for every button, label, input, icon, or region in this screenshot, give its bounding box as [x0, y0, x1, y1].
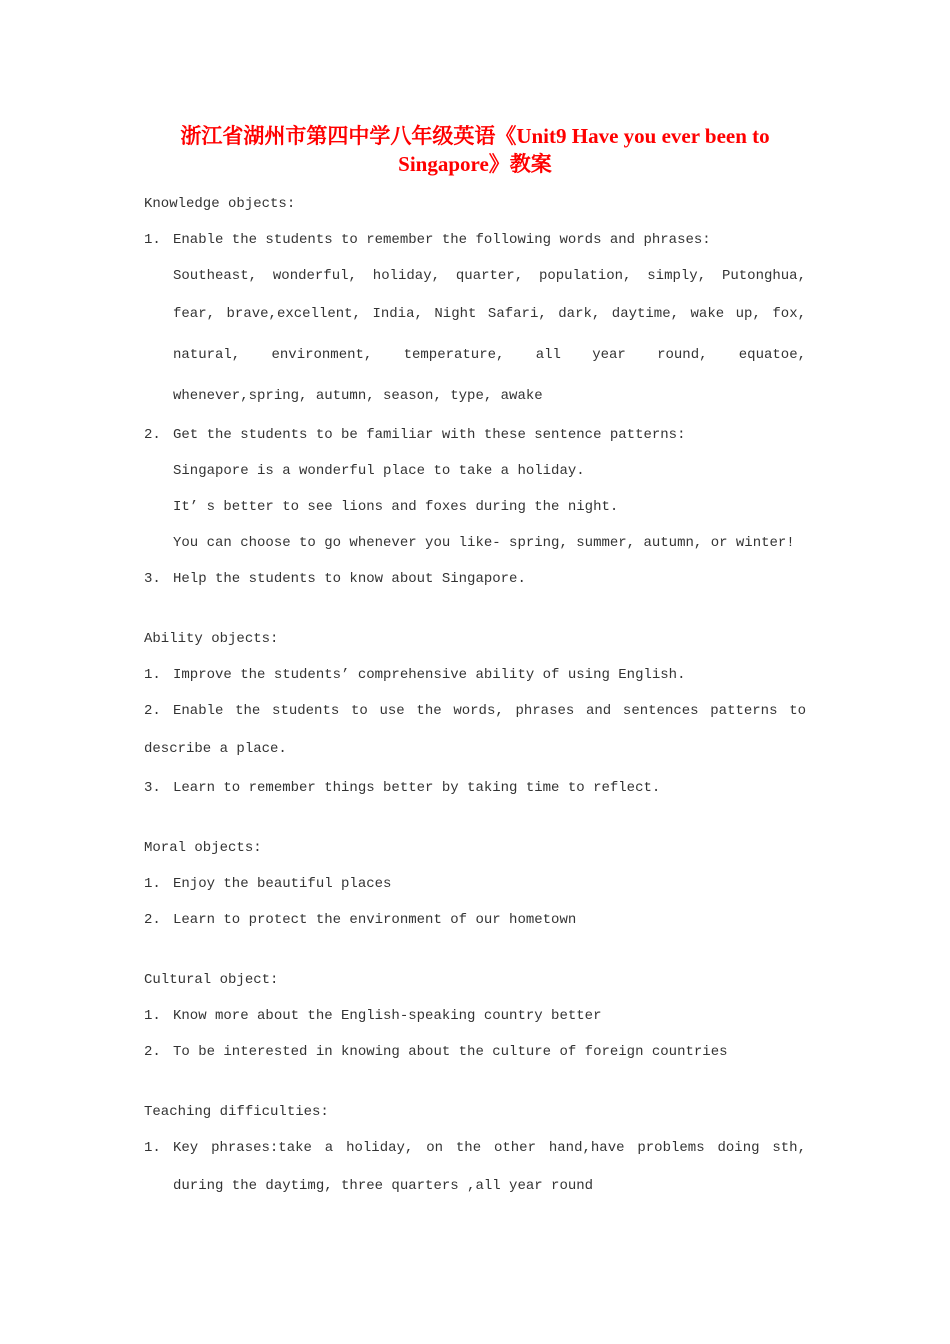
- list-number: 1.: [144, 667, 161, 683]
- text-line: [144, 621, 806, 657]
- list-number: 1.: [144, 1008, 161, 1024]
- text-line: [144, 186, 806, 222]
- line-text: Help the students to know about Singapore.: [173, 571, 526, 587]
- text-line: [144, 1094, 806, 1130]
- text-line: [144, 830, 806, 866]
- list-item-line: [144, 770, 806, 806]
- line-text: You can choose to go whenever you like- spring, summer, autumn, or winter!: [173, 535, 795, 551]
- line-text: Enable the students to use the words, phrases and sentences patterns to: [173, 703, 806, 719]
- line-text: Teaching difficulties:: [144, 1104, 329, 1120]
- list-item-line: [144, 1034, 806, 1070]
- text-line: [144, 729, 806, 770]
- line-text: It’ s better to see lions and foxes during the night.: [173, 499, 619, 515]
- line-text: describe a place.: [144, 741, 287, 757]
- list-item-line: [144, 693, 806, 729]
- list-item-line: [144, 657, 806, 693]
- list-number: 3.: [144, 780, 161, 796]
- list-number: 2.: [144, 427, 161, 443]
- line-text: Knowledge objects:: [144, 196, 296, 212]
- text-line: [144, 453, 806, 489]
- list-number: 1.: [144, 876, 161, 892]
- line-text: Ability objects:: [144, 631, 279, 647]
- line-text: Improve the students’ comprehensive ability of using English.: [173, 667, 686, 683]
- list-number: 2.: [144, 703, 161, 719]
- line-text: To be interested in knowing about the culture of foreign countries: [173, 1044, 728, 1060]
- line-text: Singapore is a wonderful place to take a holiday.: [173, 463, 585, 479]
- document-title: 浙江省湖州市第四中学八年级英语《Unit9 Have you ever been to Singapore》教案: [180, 124, 770, 176]
- list-number: 1.: [144, 232, 161, 248]
- list-item-line: [144, 866, 806, 902]
- list-number: 2.: [144, 912, 161, 928]
- list-item-line: [144, 561, 806, 597]
- text-line: [144, 489, 806, 525]
- line-text: Enable the students to remember the following words and phrases:: [173, 232, 711, 248]
- text-line: [144, 258, 806, 294]
- list-number: 2.: [144, 1044, 161, 1060]
- document-body: [144, 186, 806, 1207]
- line-text: Moral objects:: [144, 840, 262, 856]
- line-text: Get the students to be familiar with these sentence patterns:: [173, 427, 686, 443]
- list-item-line: [144, 222, 806, 258]
- line-text: Learn to protect the environment of our hometown: [173, 912, 577, 928]
- list-number: 3.: [144, 571, 161, 587]
- line-text: during the daytimg, three quarters ,all year round: [173, 1178, 594, 1194]
- text-line: [144, 962, 806, 998]
- line-text: natural, environment, temperature, all year round, equatoe,: [173, 347, 806, 363]
- line-text: Know more about the English-speaking country better: [173, 1008, 602, 1024]
- list-item-line: [144, 417, 806, 453]
- line-text: fear, brave,excellent, India, Night Safari, dark, daytime, wake up, fox,: [173, 306, 806, 322]
- text-line: [144, 376, 806, 417]
- text-line: [144, 525, 806, 561]
- line-text: whenever,spring, autumn, season, type, awake: [173, 388, 543, 404]
- line-text: Key phrases:take a holiday, on the other hand,have problems doing sth,: [173, 1140, 806, 1156]
- list-item-line: [144, 902, 806, 938]
- text-line: [144, 335, 806, 376]
- text-line: [144, 1166, 806, 1207]
- line-text: Southeast, wonderful, holiday, quarter, population, simply, Putonghua,: [173, 268, 806, 284]
- list-item-line: [144, 1130, 806, 1166]
- line-text: Learn to remember things better by taking time to reflect.: [173, 780, 661, 796]
- list-number: 1.: [144, 1140, 161, 1156]
- text-line: [144, 294, 806, 335]
- line-text: Enjoy the beautiful places: [173, 876, 392, 892]
- line-text: Cultural object:: [144, 972, 279, 988]
- list-item-line: [144, 998, 806, 1034]
